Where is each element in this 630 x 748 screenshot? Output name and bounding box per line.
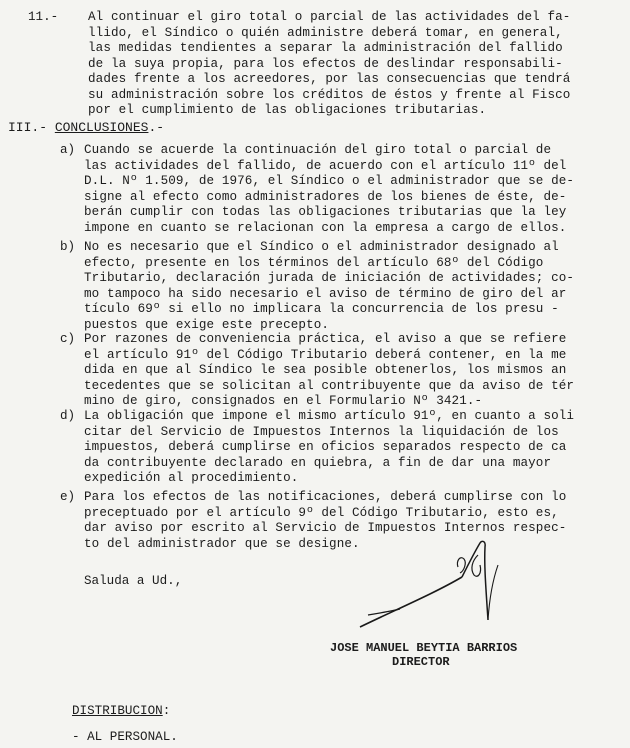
conclusion-d-paragraph	[84, 409, 574, 487]
distribution-heading-text: DISTRIBUCION	[72, 704, 163, 718]
distribution-heading-colon: :	[162, 704, 171, 718]
section-title-suffix: .-	[148, 120, 165, 135]
signatory-title: DIRECTOR	[392, 655, 450, 669]
paragraph-line: Para los efectos de las notificaciones, deberá cumplirse con lo	[84, 490, 567, 504]
paragraph-line: signe al efecto como administradores de los bienes de éste, de-	[84, 189, 567, 204]
paragraph-line: las medidas tendientes a separar la administración del fallido	[88, 41, 563, 55]
paragraph-line: No es necesario que el Síndico o el administrador designado al	[84, 240, 559, 254]
section-heading	[8, 120, 164, 136]
paragraph-line: Al continuar el giro total o parcial de las actividades del fa-	[88, 10, 571, 24]
conclusion-a-label: a)	[60, 143, 76, 157]
paragraph-line: dades frente a los acreedores, por las consecuencias que tendrá	[88, 72, 571, 86]
section-title: CONCLUSIONES	[54, 120, 149, 135]
conclusion-b-label: b)	[60, 240, 76, 254]
paragraph-line: de la suya propia, para los efectos de deslindar responsabili-	[88, 56, 563, 71]
paragraph-line: citar del Servicio de Impuestos Internos la liquidación de los	[84, 424, 559, 439]
paragraph-line: puestos que exige este precepto.	[84, 317, 330, 332]
distribution-item: - AL PERSONAL.	[72, 730, 178, 744]
paragraph-line: da contribuyente declarado en quiebra, a fin de dar una mayor	[84, 455, 552, 470]
paragraph-line: por el cumplimiento de las obligaciones tributarias.	[88, 103, 487, 117]
paragraph-line: Cuando se acuerde la continuación del giro total o parcial de	[84, 143, 552, 157]
paragraph-line: impone en cuanto se relacionan con la empresa a cargo de ellos.	[84, 220, 567, 235]
paragraph-line: efecto, presente en los términos del artículo 68º del Código	[84, 255, 544, 270]
item-11-paragraph	[88, 10, 570, 119]
paragraph-line: impuestos, deberá cumplirse en oficios separados respecto de ca	[84, 440, 567, 454]
paragraph-line: berán cumplir con todas las obligaciones tributarias que la ley	[84, 205, 567, 219]
paragraph-line: La obligación que impone el mismo artículo 91º, en cuanto a soli	[84, 409, 575, 423]
paragraph-line: dida en que al Síndico le sea posible obtenerlos, los mismos an	[84, 363, 567, 377]
paragraph-line: el artículo 91º del Código Tributario deberá contener, en la me	[84, 347, 567, 362]
paragraph-line: Tributario, declaración jurada de iniciación de actividades; co-	[84, 271, 575, 285]
paragraph-line: mo tampoco ha sido necesario el aviso de término de giro del ar	[84, 286, 567, 301]
closing-salutation: Saluda a Ud.,	[84, 574, 183, 588]
item-11-label: 11.-	[28, 10, 59, 24]
paragraph-line: su administración sobre los créditos de éstos y frente al Fisco	[88, 87, 571, 102]
paragraph-line: tículo 69º si ello no implicara la concurrencia de los presu -	[84, 302, 559, 316]
conclusion-d-label: d)	[60, 409, 76, 423]
paragraph-line: tecedentes que se solicitan al contribuyente que da aviso de tér	[84, 378, 575, 393]
paragraph-line: preceptuado por el artículo 9º del Código Tributario, esto es,	[84, 505, 559, 520]
conclusion-c-label: c)	[60, 332, 76, 346]
paragraph-line: mino de giro, consignados en el Formulario Nº 3421.-	[84, 394, 483, 408]
handwritten-signature	[340, 535, 510, 645]
paragraph-line: D.L. Nº 1.509, de 1976, el Síndico o el administrador que se de-	[84, 174, 575, 188]
conclusion-c-paragraph	[84, 332, 574, 410]
conclusion-e-label: e)	[60, 490, 76, 504]
paragraph-line: Por razones de conveniencia práctica, el aviso a que se refiere	[84, 332, 567, 346]
conclusion-a-paragraph	[84, 143, 574, 236]
section-number: III.-	[8, 120, 48, 135]
paragraph-line: expedición al procedimiento.	[84, 471, 299, 485]
signatory-name: JOSE MANUEL BEYTIA BARRIOS	[330, 641, 518, 655]
paragraph-line: llido, el Síndico o quién administre deberá tomar, en general,	[88, 25, 563, 40]
conclusion-b-paragraph	[84, 240, 574, 333]
paragraph-line: las actividades del fallido, de acuerdo con el artículo 11º del	[84, 158, 567, 173]
paragraph-line: dar aviso por escrito al Servicio de Impuestos Internos respec-	[84, 521, 567, 535]
paragraph-line: to del administrador que se designe.	[84, 536, 360, 551]
distribution-heading	[72, 704, 170, 720]
